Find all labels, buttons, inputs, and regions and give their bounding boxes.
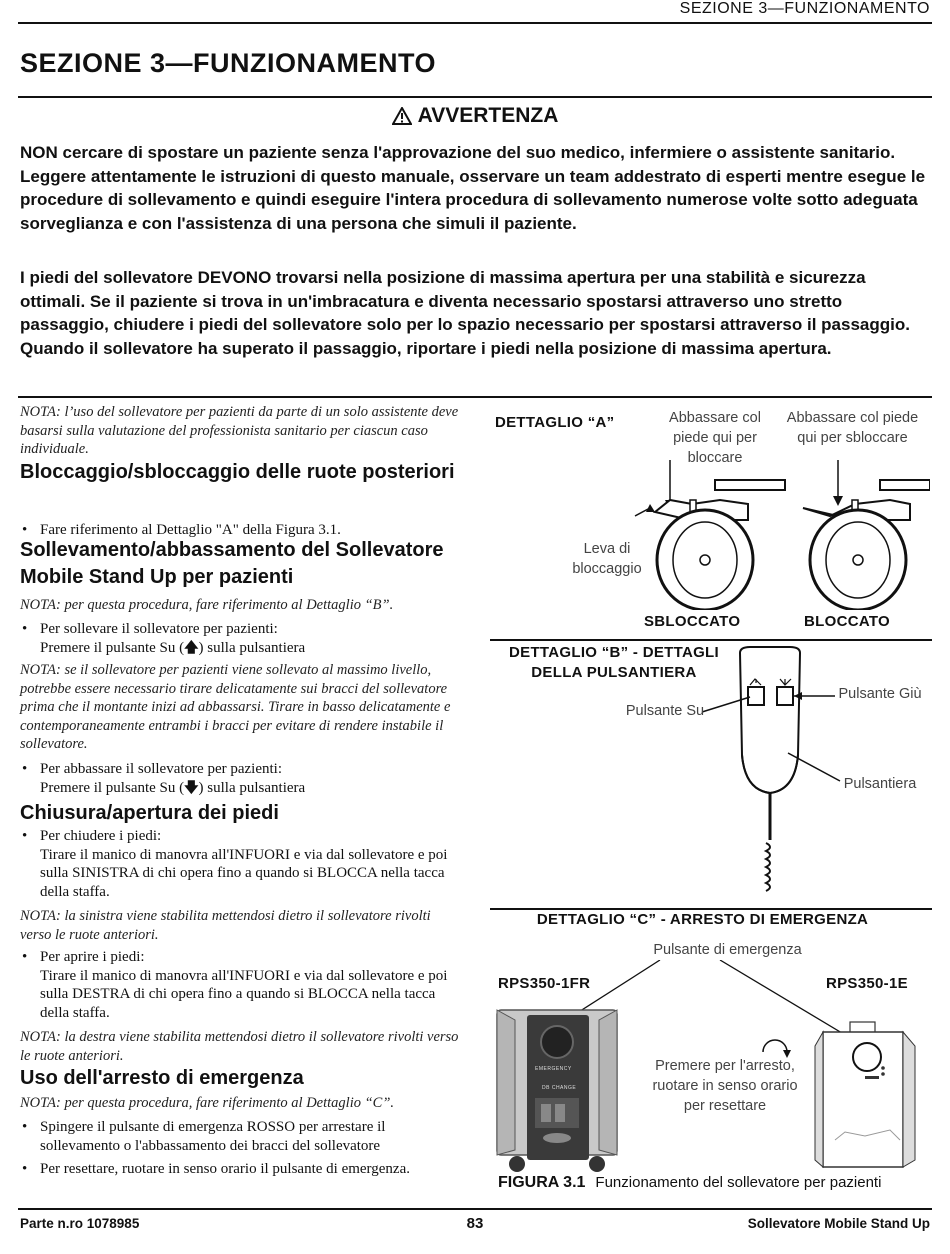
heading-sollevamento: Sollevamento/abbassamento del Sollevatore Mobile Stand Up per pazienti — [20, 539, 444, 588]
list-item: • Spingere il pulsante di emergenza ROSSO per arrestare il sollevamento o l'abbassamento dei bracci del sollevatore — [22, 1119, 386, 1154]
list-item: • Per abbassare il sollevatore per pazienti: Premere il pulsante Su (🡇) sulla pulsantiera — [22, 761, 306, 796]
list-item: • Per chiudere i piedi: Tirare il manico di manovra all'INFUORI e via dal sollevatore e poi sulla SINISTRA di chi opera fino a quando si BLOCCA nella tacca della staffa. — [22, 828, 448, 900]
label-pulsante-giu: Pulsante Giù — [838, 686, 922, 702]
warning-triangle-icon — [392, 107, 412, 131]
label-sbloccato: SBLOCCATO — [644, 613, 741, 630]
warning-rule — [18, 396, 932, 398]
footer-product: Sollevatore Mobile Stand Up — [747, 1216, 930, 1231]
list-item: • Per aprire i piedi: Tirare il manico di manovra all'INFUORI e via dal sollevatore e poi sulla DESTRA di chi opera fino a quando si BLOCCA nella tacca della staffa. — [22, 949, 448, 1021]
warning-title-text: AVVERTENZA — [417, 104, 559, 127]
header-rule — [18, 22, 932, 24]
list-item: • Fare riferimento al Dettaglio "A" della Figura 3.1. — [22, 522, 341, 538]
footer-rule — [18, 1208, 932, 1210]
label-pulsante-su: Pulsante Su — [625, 703, 705, 719]
label-abbassare-sbloccare: Abbassare col piede qui per sbloccare — [786, 410, 919, 446]
detail-b-title: DETTAGLIO “B” - DETTAGLI DELLA PULSANTIERA — [509, 644, 719, 681]
nota-single-assistant: NOTA: l’uso del sollevatore per pazienti da parte di un solo assistente deve basarsi sulla valutazione del professionista sanitario per ciascun caso individuale. — [20, 404, 459, 457]
heading-ruote: Bloccaggio/sbloccaggio delle ruote posteriori — [20, 461, 455, 483]
detail-a-title: DETTAGLIO “A” — [495, 414, 615, 431]
label-leva-bloccaggio: Leva di bloccaggio — [572, 541, 642, 577]
figure-caption — [498, 1174, 881, 1192]
figure-caption-text: Funzionamento del sollevatore per pazienti — [595, 1174, 882, 1191]
nota-destra: NOTA: la destra viene stabilita mettendosi dietro il sollevatore rivolti verso le ruote anteriori. — [20, 1029, 459, 1064]
running-head: SEZIONE 3—FUNZIONAMENTO — [679, 0, 930, 17]
warning-title — [0, 104, 950, 131]
box-label-db-change: DB CHANGE — [542, 1085, 577, 1091]
model-1fr: RPS350-1FR — [498, 975, 591, 992]
label-abbassare-bloccare: Abbassare col piede qui per bloccare — [669, 410, 761, 466]
label-premere: Premere per l'arresto, ruotare in senso orario per resettare — [652, 1058, 798, 1114]
arrow-up-icon: 🡅 — [184, 639, 199, 656]
section-title: SEZIONE 3—FUNZIONAMENTO — [20, 48, 437, 78]
label-bloccato: BLOCCATO — [804, 613, 891, 630]
title-rule — [18, 96, 932, 98]
arrow-down-icon: 🡇 — [184, 779, 199, 796]
figure-divider-ab — [490, 639, 932, 641]
nota-sinistra: NOTA: la sinistra viene stabilita mettendosi dietro il sollevatore rivolti verso le ruote anteriori. — [20, 908, 431, 943]
list-item: • Per sollevare il sollevatore per pazienti: Premere il pulsante Su (🡅) sulla pulsantiera — [22, 621, 306, 656]
nota-detail-c: NOTA: per questa procedura, fare riferimento al Dettaglio “C”. — [20, 1095, 395, 1111]
label-pulsante-emergenza: Pulsante di emergenza — [653, 942, 802, 958]
warning-paragraph-2: I piedi del sollevatore DEVONO trovarsi nella posizione di massima apertura per una stabilità e sicurezza ottimali. Se il paziente si trova in un'imbracatura e diventa necessario spostarsi attraverso uno stretto passaggio, chiudere i piedi del sollevatore solo per lo spazio necessario per spostarsi attraverso il passaggio. Quando il sollevatore ha superato il passaggio, riportare i piedi nella posizione di massima apertura. — [20, 268, 910, 358]
footer-part-number: Parte n.ro 1078985 — [20, 1216, 140, 1231]
nota-detail-b: NOTA: per questa procedura, fare riferimento al Dettaglio “B”. — [20, 597, 394, 613]
label-pulsantiera: Pulsantiera — [843, 776, 917, 792]
heading-piedi: Chiusura/apertura dei piedi — [20, 802, 279, 824]
warning-paragraph-1: NON cercare di spostare un paziente senza l'approvazione del suo medico, infermiere o assistente sanitario. Leggere attentamente le istruzioni di questo manuale, osservare un team addestrato di esperti mentre esegue le procedure di sollevamento e quindi eseguire l'intera procedura di sollevamento numerose volte sotto adeguata sorveglianza e con l'assistenza di una persona che simuli il paziente. — [20, 143, 926, 233]
caster-wheels-illustration — [630, 460, 930, 610]
detail-c-title: DETTAGLIO “C” - ARRESTO DI EMERGENZA — [536, 911, 869, 928]
model-1e: RPS350-1E — [826, 975, 908, 992]
nota-max-level: NOTA: se il sollevatore per pazienti viene sollevato al massimo livello, potrebbe essere necessario tirare delicatamente sui bracci del sollevatore prima che il montante inizi ad abbassarsi. Tirare in basso delicatamente e contemporaneamente entrambi i bracci per evitare di rendere instabile il sollevatore. — [20, 662, 451, 752]
heading-arresto: Uso dell'arresto di emergenza — [20, 1067, 304, 1089]
figure-caption-label: FIGURA 3.1 — [498, 1174, 586, 1191]
footer-page-number: 83 — [466, 1215, 484, 1232]
list-item: • Per resettare, ruotare in senso orario il pulsante di emergenza. — [22, 1161, 410, 1177]
figure-divider-bc — [490, 908, 932, 910]
box-label-emergency: EMERGENCY — [535, 1066, 572, 1072]
